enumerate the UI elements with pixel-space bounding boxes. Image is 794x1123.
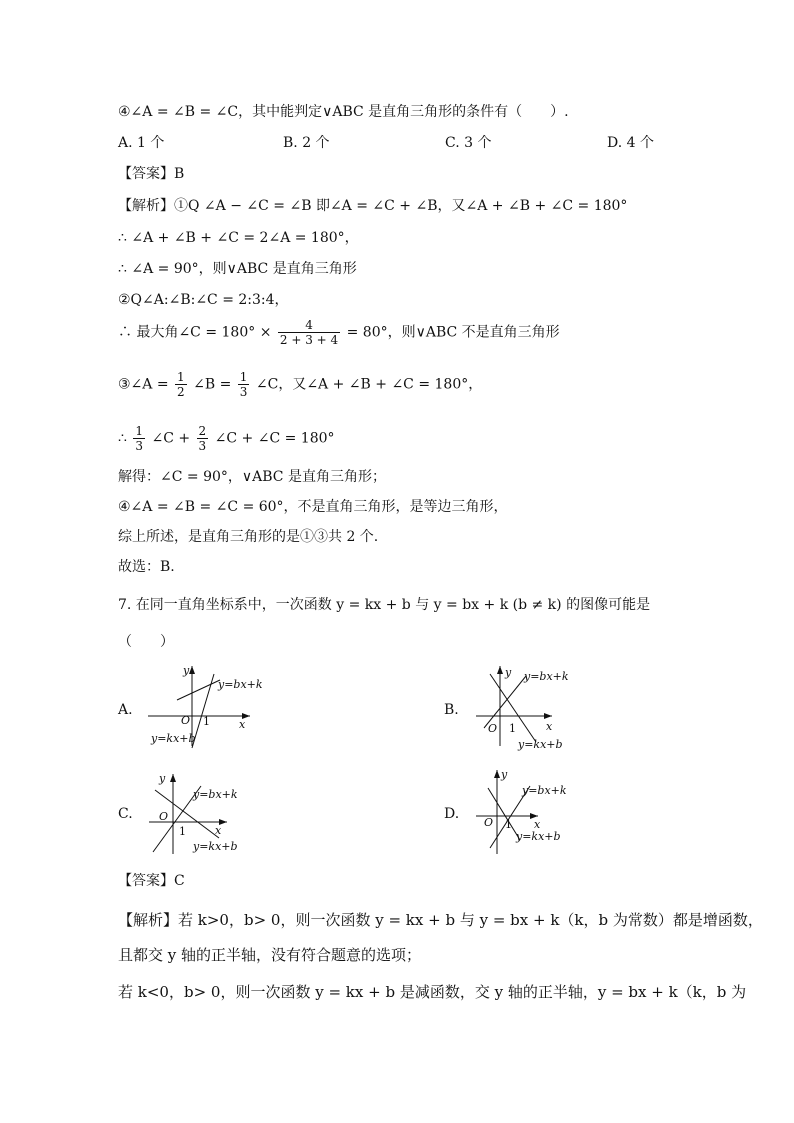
origin-label: O [159,810,169,823]
line-bx-plus-k [484,676,526,728]
option-a: A. 1 个 [118,135,165,151]
q7-analysis-line-3: 若 k<0，b> 0，则一次函数 y = kx + b 是减函数，交 y 轴的正半轴，y = bx + k（k，b 为 [118,983,747,1001]
x-axis-arrow [544,713,552,719]
y-axis-label: y [159,772,166,785]
line-bx-plus-k-label: y=bx+k [522,784,567,797]
analysis-line-4: ②Q∠A:∠B:∠C = 2:3:4， [118,292,289,308]
line-bx-plus-k-label: y=bx+k [524,670,569,683]
max-angle-prefix: ∴ 最大角∠C = 180° × [118,324,272,341]
option-c: C. 3 个 [445,135,492,151]
line-kx-plus-b-label: y=kx+b [518,738,563,751]
condition-3-equation: ∴ $\frac{1}{3}$ ∠C + $\frac{2}{3}$ ∠C + ∠C = 180° [118,424,335,453]
fraction: $\frac{1}{2}$ [177,370,185,399]
origin-label: O [488,722,498,735]
fraction: $\frac{2}{3}$ [198,424,207,453]
max-angle-suffix: = 80°，则∨ABC 不是直角三角形 [346,324,560,341]
graph-d [472,764,602,858]
question-7-paren: （ ） [118,634,174,650]
y-axis-label: y [505,666,512,679]
x-axis-label: x [239,718,246,731]
line-bx-plus-k [177,680,220,700]
x-axis-label: x [546,720,553,733]
answer-q7: 【答案】C [118,873,185,889]
condition-3-line: ③∠A = $\frac{1}{2}$ ∠B = $\frac{1}{3}$ ∠C，又∠A + ∠B + ∠C = 180°， [118,370,483,399]
line-bx-plus-k-label: y=bx+k [218,678,263,691]
y-axis-label: y [183,664,190,677]
graph-d-label: D. [444,806,460,822]
y-axis-arrow [497,666,503,674]
graph-c-label: C. [118,806,133,822]
condition-4-analysis: ④∠A = ∠B = ∠C = 60°，不是直角三角形，是等边三角形， [118,499,508,515]
condition-4: ④∠A = ∠B = ∠C，其中能判定∨ABC 是直角三角形的条件有（ ）. [118,104,569,120]
y-axis-label: y [501,768,508,781]
fraction: $\frac{1}{3}$ [135,424,144,453]
unit-label: 1 [509,722,516,735]
graph-a-label: A. [118,702,133,718]
line-bx-plus-k-label: y=bx+k [193,788,238,801]
origin-label: O [484,816,494,829]
unit-label: 1 [203,715,210,728]
unit-label: 1 [179,825,186,838]
option-d: D. 4 个 [607,135,654,151]
solution-line: 解得：∠C = 90°，∨ABC 是直角三角形； [118,469,386,485]
fraction: $\frac{4}{2 + 3 + 4}$ [279,318,339,347]
line-kx-plus-b-label: y=kx+b [151,732,196,745]
y-axis-arrow [170,774,176,782]
unit-label: 1 [505,818,512,831]
q7-analysis-line-2: 且都交 y 轴的正半轴，没有符合题意的选项； [118,946,422,964]
y-axis-arrow [494,770,500,778]
origin-label: O [181,714,191,727]
q7-analysis-line-1: 【解析】若 k>0，b> 0，则一次函数 y = kx + b 与 y = bx + k（k，b 为常数）都是增函数， [118,911,763,929]
line-kx-plus-b-label: y=kx+b [516,830,561,843]
line-kx-plus-b-label: y=kx+b [193,840,238,853]
graph-a [145,658,285,750]
fraction: $\frac{1}{3}$ [239,370,248,399]
max-angle-line [118,318,560,347]
analysis-line-1: 【解析】①Q ∠A − ∠C = ∠B 即∠A = ∠C + ∠B，又∠A + ∠B + ∠C = 180° [118,198,628,214]
graph-b-label: B. [444,702,459,718]
x-axis-label: x [534,818,541,831]
option-b: B. 2 个 [283,135,330,151]
y-axis-arrow [189,666,195,674]
graph-b [472,662,602,754]
analysis-line-3: ∴ ∠A = 90°，则∨ABC 是直角三角形 [118,261,357,277]
choice-line: 故选：B. [118,559,175,575]
question-7-stem: 7. 在同一直角坐标系中，一次函数 y = kx + b 与 y = bx + k (b ≠ k) 的图像可能是 [118,597,651,613]
answer-q6: 【答案】B [118,166,185,182]
analysis-line-2: ∴ ∠A + ∠B + ∠C = 2∠A = 180°， [118,230,359,246]
graph-c [145,766,275,858]
x-axis-label: x [215,824,222,837]
summary-line: 综上所述，是直角三角形的是①③共 2 个. [118,529,379,545]
